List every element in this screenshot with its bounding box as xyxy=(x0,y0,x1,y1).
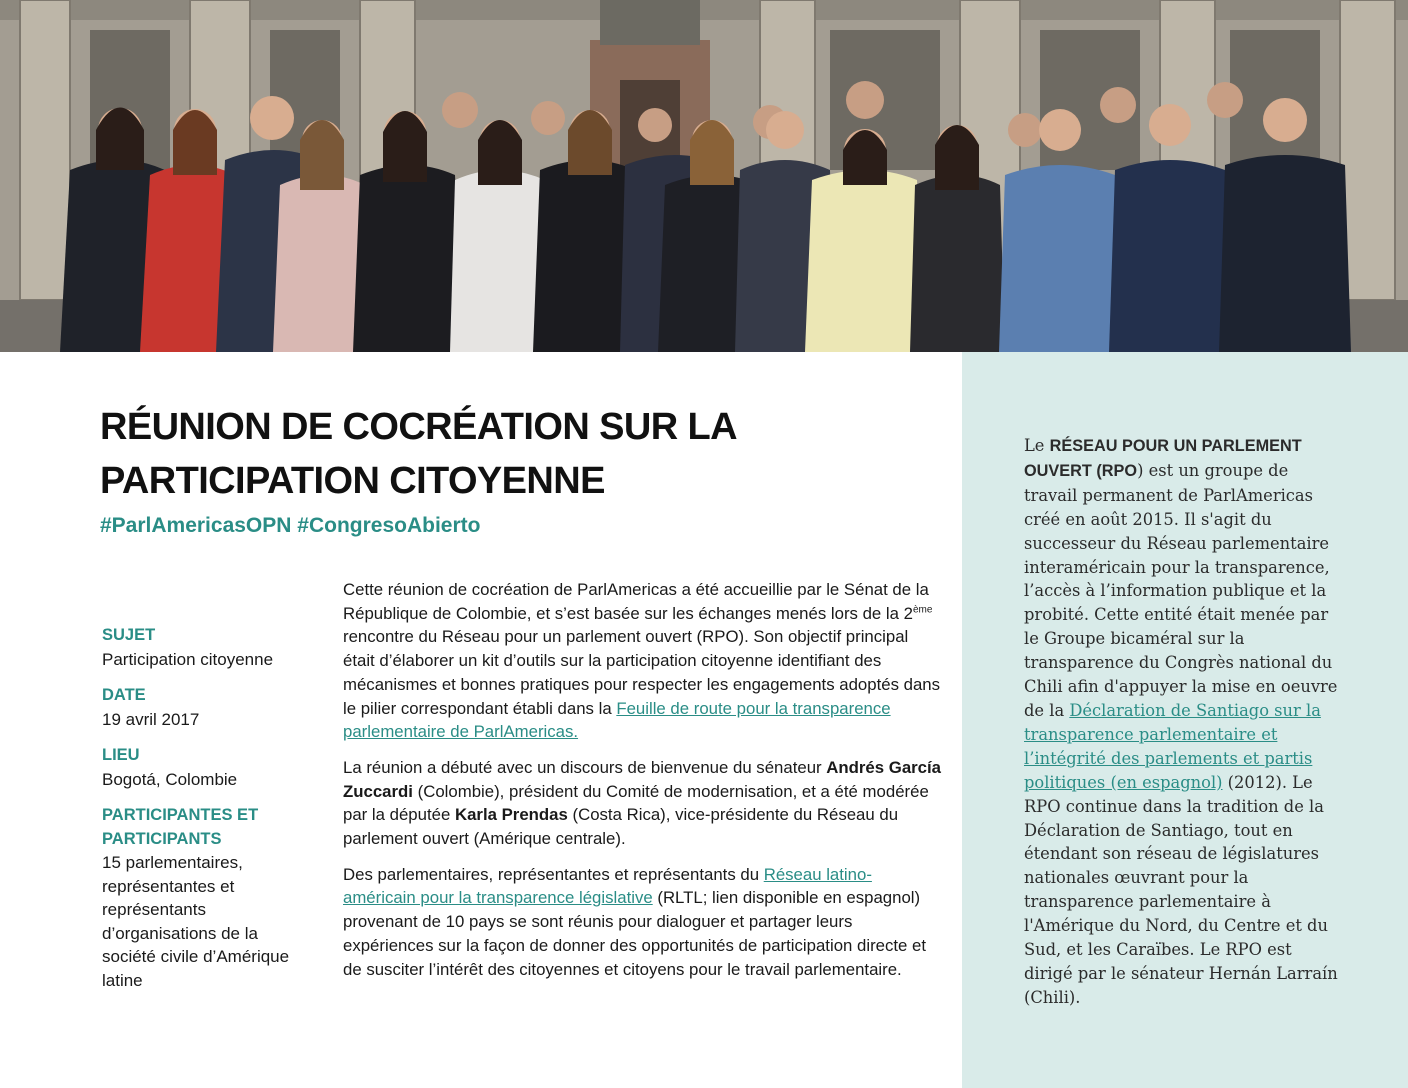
p1-text-b: rencontre du Réseau pour un parlement ouvert (RPO). Son objectif principal était d’élaborer un kit d’outils sur la participation citoyenne identifiant des mécanismes et bonnes pratiques pour respecter les engagements adoptés dans le pilier correspondant établi dans la xyxy=(343,627,941,718)
p1-text-a: Cette réunion de cocréation de ParlAmericas a été accueillie par le Sénat de la République de Colombie, et s’est basée sur les échanges menés lors de la 2 xyxy=(343,580,929,623)
place-block xyxy=(102,744,292,791)
rpo-description xyxy=(1024,434,1344,1010)
group-photo xyxy=(0,0,1408,352)
rltl-link[interactable]: Réseau latino-américain pour la transparence législative xyxy=(343,864,872,908)
sidebar-text-3: (2012). Le RPO continue dans la tradition de la Déclaration de Santiago, tout en étendant son réseau de législatures nationales œuvrant pour la transparence parlementaire à l'Amérique du Nord, du Centre et du Sud, et les Caraïbes. Le RPO est dirigé par le sénateur Hernán Larraín (Chili). xyxy=(1024,772,1338,1007)
date-block xyxy=(102,684,292,731)
p3-text-b: (RLTL; lien disponible en espagnol) provenant de 10 pays se sont réunis pour dialoguer et partager leurs expériences sur la façon de donner des opportunités de participation directe et de susciter l’intérêt des citoyennes et citoyens pour le travail parlementaire. xyxy=(343,888,927,979)
paragraph-2 xyxy=(343,756,943,851)
p1-superscript: ème xyxy=(912,604,933,616)
title-line-2: PARTICIPATION CITOYENNE xyxy=(100,460,605,502)
title-line-1: RÉUNION DE COCRÉATION SUR LA xyxy=(100,406,737,448)
subject-block xyxy=(102,624,292,671)
page-title xyxy=(100,400,960,508)
p2-text-c: (Costa Rica), vice-présidente du Réseau du parlement ouvert (Amérique centrale). xyxy=(343,805,899,849)
sidebar-text-1: Le xyxy=(1024,436,1050,455)
article-body xyxy=(343,578,943,993)
senator-name: Andrés García Zuccardi xyxy=(343,757,942,801)
sidebar-panel xyxy=(962,352,1408,1088)
place-value: Bogotá, Colombie xyxy=(102,769,238,789)
paragraph-1 xyxy=(343,578,943,744)
date-value: 19 avril 2017 xyxy=(102,709,200,729)
subject-value: Participation citoyenne xyxy=(102,649,274,669)
place-label: LIEU xyxy=(102,746,140,764)
participants-block xyxy=(102,804,292,992)
paragraph-3 xyxy=(343,863,943,982)
p3-text-a: Des parlementaires, représentantes et représentants du xyxy=(343,864,764,884)
subject-label: SUJET xyxy=(102,626,156,644)
p2-text-b: (Colombie), président du Comité de modernisation, et a été modérée par la députée xyxy=(343,781,929,825)
hashtags: #ParlAmericasOPN #CongresoAbierto xyxy=(100,514,481,537)
santiago-declaration-link[interactable]: Déclaration de Santiago sur la transparence parlementaire et l’intégrité des parlements et partis politiques (en espagnol) xyxy=(1024,700,1321,792)
deputy-name: Karla Prendas xyxy=(454,805,568,825)
group-photo-illustration xyxy=(0,0,1408,352)
p2-text-a: La réunion a débuté avec un discours de bienvenue du sénateur xyxy=(343,757,827,777)
rpo-name: RÉSEAU POUR UN PARLEMENT OUVERT (RPO xyxy=(1024,437,1302,480)
participants-value: 15 parlementaires, représentantes et représentants d’organisations de la société civile d’Amérique latine xyxy=(102,853,290,990)
participants-label: PARTICIPANTES ET PARTICIPANTS xyxy=(102,806,259,848)
event-details xyxy=(102,624,292,1005)
roadmap-link[interactable]: Feuille de route pour la transparence parlementaire de ParlAmericas. xyxy=(343,698,891,742)
sidebar-text-2: ) est un groupe de travail permanent de ParlAmericas créé en août 2015. Il s'agit du successeur du Réseau parlementaire interaméricain pour la transparence, l’accès à l’information publique et la probité. Cette entité était menée par le Groupe bicaméral sur la transparence du Congrès national du Chili afin d'appuyer la mise en oeuvre de la xyxy=(1024,460,1338,720)
date-label: DATE xyxy=(102,686,146,704)
